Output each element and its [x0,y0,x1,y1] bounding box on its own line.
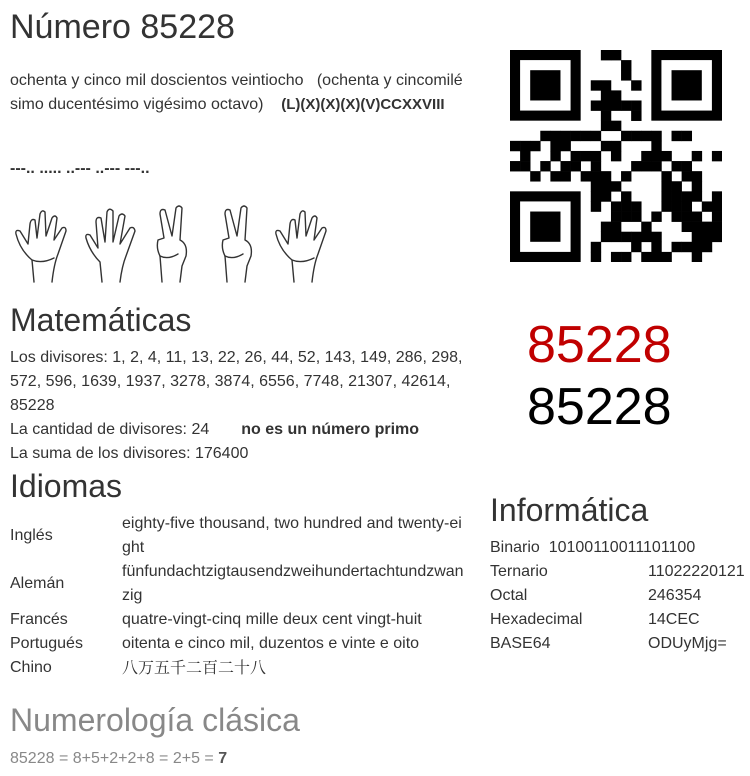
eight-hand-icon [276,211,326,282]
language-row [10,608,464,632]
language-row [10,560,464,608]
language-name: Chino [10,659,52,676]
qr-code-icon [510,50,722,262]
base-row [490,560,745,584]
numerology-line [10,747,227,771]
base-value: 246354 [648,587,702,604]
two-hand-icon [157,206,186,282]
divisor-sum-label: La suma de los divisores: [10,445,191,462]
divisor-count-value: 24 [191,421,210,438]
divisors-list-cont: 572, 596, 1639, 1937, 3278, 3874, 6556, 7748, 21307, 42614, [10,373,451,390]
page-title: Número 85228 [10,8,235,46]
roman-numeral: (L)(X)(X)(X)(V)CCXXVIII [281,96,445,113]
eight-hand-icon [16,211,66,282]
base-label: Binario [490,539,540,556]
math-heading: Matemáticas [10,302,192,338]
computing-table [490,536,745,656]
languages-heading: Idiomas [10,468,123,504]
prime-status: no es un número primo [241,421,420,438]
base-label: Octal [490,587,528,604]
language-row [10,632,464,656]
divisors-list: 1, 2, 4, 11, 13, 22, 26, 44, 52, 143, 149, 286, 298, [112,349,463,366]
black-number-display: 85228 [527,378,672,436]
computing-heading: Informática [490,492,649,528]
ordinal-words-cont: simo ducentésimo vigésimo octavo) [10,96,264,113]
divisor-count-label: La cantidad de divisores: [10,421,187,438]
base-label: Hexadecimal [490,611,583,628]
language-name: Portugués [10,635,83,652]
numerology-heading: Numerología clásica [10,702,300,738]
language-text: 八万五千二百二十八 [122,658,267,677]
base-row [490,584,745,608]
base-value: ODUyMjg= [648,635,727,652]
divisor-sum-value: 176400 [194,445,249,462]
numerology-formula: 85228 = 8+5+2+2+8 = 2+5 = [10,750,214,767]
spanish-words: ochenta y cinco mil doscientos veintiocho [10,72,304,89]
morse-code: ---.. ..... ..--- ..--- ---.. [10,160,150,177]
language-text: oitenta e cinco mil, duzentos e vinte e oito [122,635,420,652]
divisors-label: Los divisores: [10,349,108,366]
languages-table [10,512,464,680]
base-value: 14CEC [648,611,700,628]
two-hand-icon [222,206,251,282]
base-row [490,632,745,656]
red-number-display: 85228 [527,316,672,374]
base-row [490,608,745,632]
language-text: quatre-vingt-cinq mille deux cent vingt-huit [122,611,422,628]
ordinal-words: (ochenta y cincomilé [316,72,463,89]
number-words [10,69,480,117]
language-text: fünfundachtzigtausendzweihundertachtundzwanzig [122,563,464,604]
base-label: BASE64 [490,635,551,652]
numerology-result: 7 [218,750,228,767]
base-label: Ternario [490,563,548,580]
base-value: 11022220121 [648,563,745,580]
language-name: Francés [10,611,68,628]
five-hand-icon [86,209,135,282]
language-row [10,656,464,680]
language-name: Inglés [10,527,53,544]
language-row [10,512,464,560]
math-section [10,346,480,466]
base-row [490,536,745,560]
divisors-list-end: 85228 [10,397,55,414]
language-name: Alemán [10,575,65,592]
language-text: eighty-five thousand, two hundred and twenty-eight [122,515,462,556]
sign-language-hands [10,200,340,284]
base-value: 10100110011101100 [548,539,696,556]
